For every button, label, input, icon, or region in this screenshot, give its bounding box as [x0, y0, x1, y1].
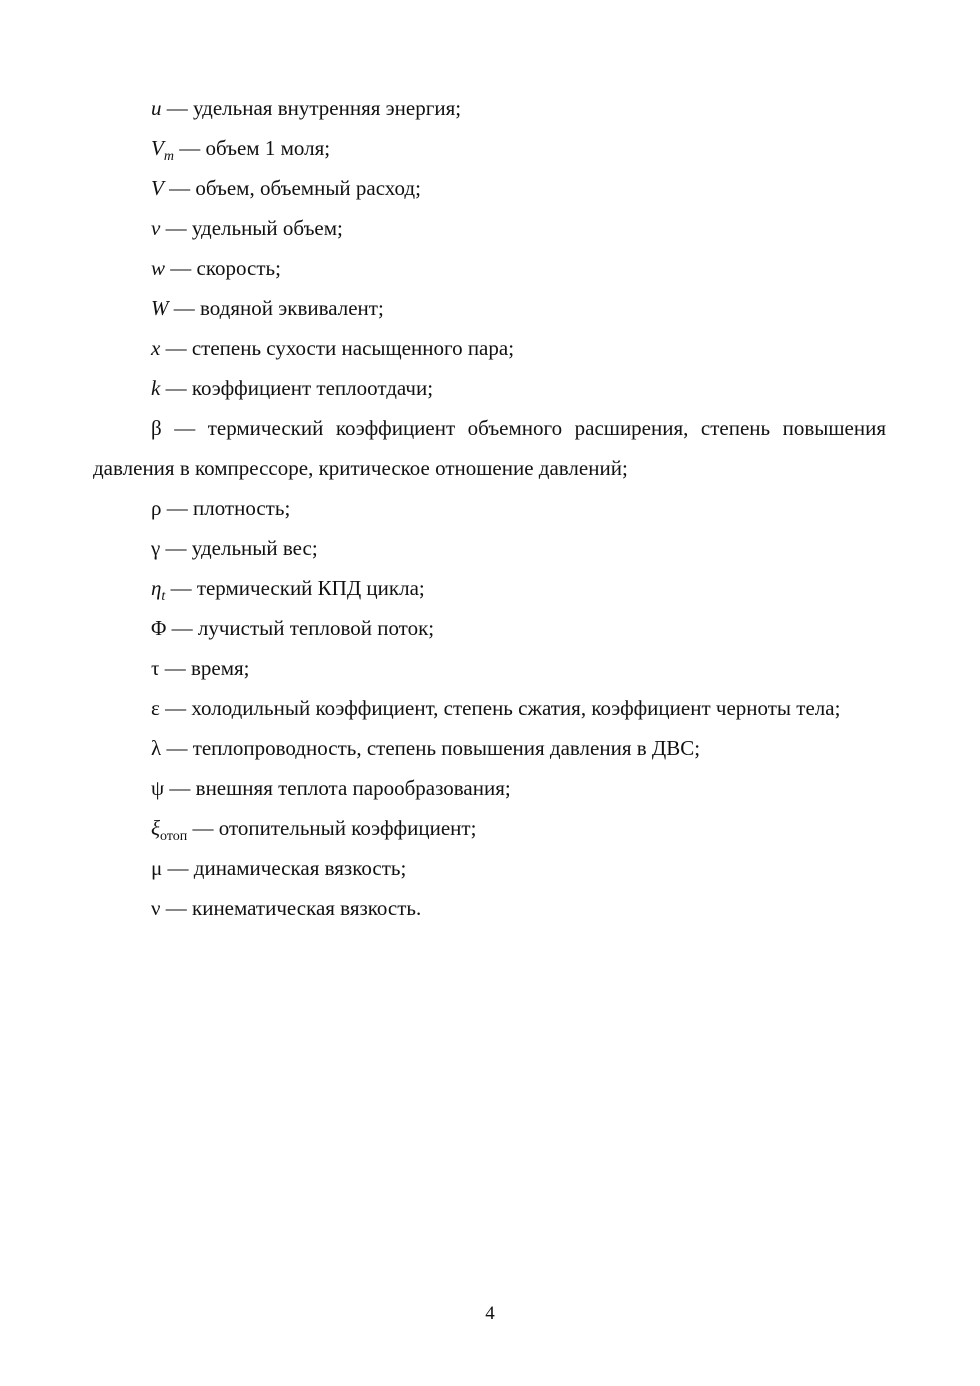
entry-symbol: k: [151, 376, 161, 400]
entry-definition: — объем 1 моля;: [173, 136, 331, 160]
entry-symbol: V: [151, 136, 164, 160]
nomenclature-entry: [93, 488, 886, 528]
entry-definition: — теплопроводность, степень повышения давления в ДВС;: [161, 736, 701, 760]
entry-symbol: ψ: [151, 776, 165, 800]
entry-definition: — удельный вес;: [160, 536, 318, 560]
entry-definition: — водяной эквивалент;: [168, 296, 384, 320]
nomenclature-entry: [93, 128, 886, 168]
entry-symbol: ε: [151, 696, 160, 720]
entry-subscript: t: [161, 589, 166, 604]
nomenclature-entry: [93, 728, 886, 768]
nomenclature-entry: [93, 768, 886, 808]
entry-symbol: w: [151, 256, 166, 280]
entry-symbol: λ: [151, 736, 162, 760]
nomenclature-entry: [93, 528, 886, 568]
entry-symbol: ρ: [151, 496, 162, 520]
nomenclature-list: [93, 88, 886, 928]
entry-symbol: Φ: [151, 616, 167, 640]
entry-definition: — термический коэффициент объемного расширения, степень повышения давления в компрессоре, критическое отношение давлений;: [93, 416, 886, 480]
entry-definition: — время;: [159, 656, 250, 680]
entry-subscript: отоп: [160, 829, 188, 844]
entry-symbol: η: [151, 576, 162, 600]
entry-definition: — кинематическая вязкость.: [160, 896, 422, 920]
entry-definition: — степень сухости насыщенного пара;: [160, 336, 515, 360]
entry-subscript: m: [163, 149, 174, 164]
entry-symbol: x: [151, 336, 161, 360]
entry-definition: — лучистый тепловой поток;: [166, 616, 435, 640]
entry-symbol: W: [151, 296, 169, 320]
nomenclature-entry: [93, 88, 886, 128]
entry-definition: — термический КПД цикла;: [165, 576, 425, 600]
nomenclature-entry: [93, 888, 886, 928]
entry-definition: — скорость;: [165, 256, 281, 280]
nomenclature-entry: [93, 248, 886, 288]
nomenclature-entry: [93, 808, 886, 848]
nomenclature-entry: [93, 608, 886, 648]
entry-definition: — удельный объем;: [160, 216, 343, 240]
entry-definition: — внешняя теплота парообразования;: [164, 776, 511, 800]
nomenclature-entry: [93, 688, 886, 728]
nomenclature-entry: [93, 288, 886, 328]
page-number: 4: [485, 1303, 495, 1324]
nomenclature-entry: [93, 848, 886, 888]
entry-definition: — коэффициент теплоотдачи;: [160, 376, 434, 400]
nomenclature-entry: [93, 368, 886, 408]
entry-definition: — удельная внутренняя энергия;: [161, 96, 462, 120]
entry-symbol: β: [151, 416, 162, 440]
nomenclature-entry: [93, 568, 886, 608]
entry-definition: — холодильный коэффициент, степень сжатия, коэффициент черноты тела;: [159, 696, 841, 720]
entry-definition: — отопительный коэффициент;: [187, 816, 477, 840]
entry-definition: — плотность;: [161, 496, 291, 520]
entry-definition: — объем, объемный расход;: [163, 176, 421, 200]
entry-symbol: ξ: [151, 816, 160, 840]
entry-symbol: ν: [151, 896, 161, 920]
entry-definition: — динамическая вязкость;: [162, 856, 407, 880]
nomenclature-entry: [93, 208, 886, 248]
entry-symbol: γ: [151, 536, 161, 560]
nomenclature-entry: [93, 168, 886, 208]
entry-symbol: v: [151, 216, 161, 240]
entry-symbol: V: [151, 176, 164, 200]
entry-symbol: μ: [151, 856, 163, 880]
nomenclature-entry: [93, 648, 886, 688]
entry-symbol: u: [151, 96, 162, 120]
entry-symbol: τ: [151, 656, 160, 680]
nomenclature-entry: [93, 408, 886, 488]
nomenclature-entry: [93, 328, 886, 368]
